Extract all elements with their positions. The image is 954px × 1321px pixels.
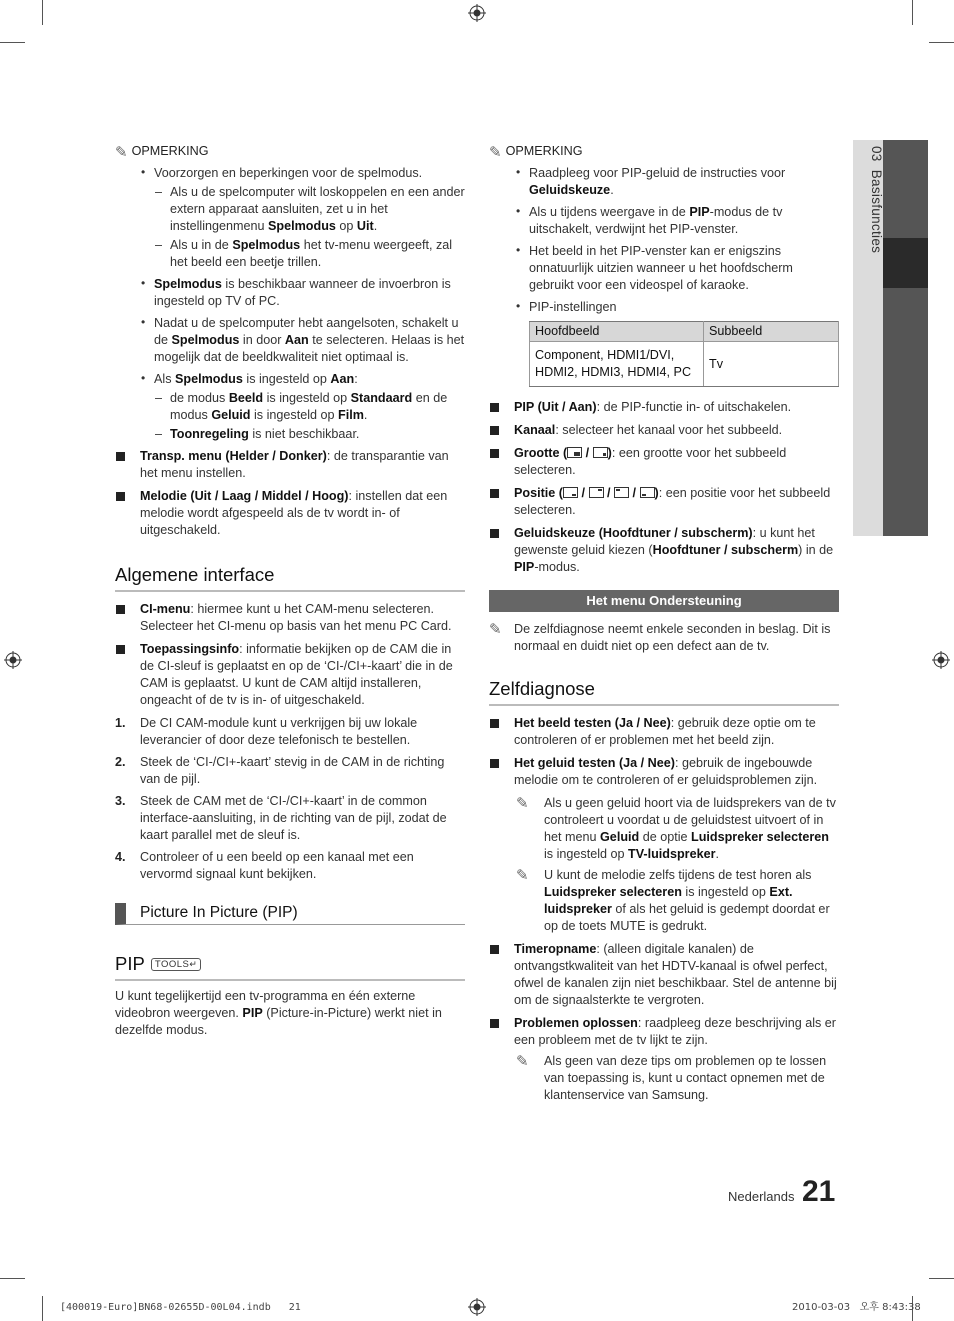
step-item [115,754,465,788]
tools-arrow-icon: ↵ [189,959,198,969]
chapter-title: Basisfuncties [869,169,884,254]
step-number: 4. [115,850,126,864]
menu-option-melody: Melodie (Uit / Laag / Middel / Hoog): instellen dat een melodie wordt afgespeeld als de tv wordt in- of uitgeschakeld. [115,488,465,539]
side-tab-label [868,146,885,253]
crop-mark [42,1296,43,1321]
step-number: 2. [115,755,126,769]
list-item: • PIP-instellingen [529,299,839,316]
note-list [489,165,839,316]
position-top-right-icon [589,487,604,498]
step-text: De CI CAM-module kunt u verkrijgen bij uw lokale leverancier of door deze telefonisch te bestellen. [140,716,418,747]
registration-mark-icon [4,651,22,669]
list-item: – Toonregeling is niet beschikbaar. [170,426,465,443]
note-label: OPMERKING [505,144,583,158]
menu-option-pip: PIP (Uit / Aan): de PIP-functie in- of uitschakelen. [489,399,839,416]
list-item: – Als u de spelcomputer wilt loskoppelen en een ander extern apparaat aansluiten, zet u in het instellingenmenu Spelmodus op Uit. [170,184,465,235]
list-item: • Nadat u de spelcomputer hebt aangelsoten, schakelt u de Spelmodus in door Aan te selecteren. Helaas is het mogelijk dat de beeldkwaliteit niet optimaal is. [154,315,465,366]
section-title-pip: Picture In Picture (PIP) [115,903,465,925]
steps-list [115,715,465,883]
step-item [115,715,465,749]
pip-title: PIP [115,953,145,974]
step-number: 1. [115,716,126,730]
table-header: Hoofdbeeld [530,322,704,342]
position-top-left-icon [614,487,629,498]
menu-option-transparency: Transp. menu (Helder / Donker): de transparantie van het menu instellen. [115,448,465,482]
list-item: • Als u tijdens weergave in de PIP-modus de tv uitschakelt, verdwijnt het PIP-venster. [529,204,839,238]
left-column [115,140,465,1039]
step-text: Controleer of u een beeld op een kanaal met een vervormd signaal kunt bekijken. [140,850,414,881]
tools-badge: TOOLS↵ [151,958,202,971]
registration-mark-icon [932,651,950,669]
step-item [115,849,465,883]
registration-mark-icon [468,4,486,22]
list-item: – de modus Beeld is ingesteld op Standaard en de modus Geluid is ingesteld op Film. [170,390,465,424]
menu-option-channel: Kanaal: selecteer het kanaal voor het subbeeld. [489,422,839,439]
menu-option-size: Grootte ( / ): een grootte voor het subbeeld selecteren. [489,445,839,479]
menu-option-position: Positie ( / / / ): een positie voor het subbeeld selecteren. [489,485,839,519]
sub-list [154,184,465,271]
page-number: 21 [802,1175,836,1208]
note-list [115,165,465,443]
list-item: – Als u in de Spelmodus het tv-menu weergeeft, zal het beeld een beetje trillen. [170,237,465,271]
pencil-note-icon: ✎ [489,620,502,638]
sub-list [154,390,465,443]
pip-description: U kunt tegelijkertijd een tv-programma en één externe videobron weergeven. PIP (Picture-in-Picture) werkt niet in dezelfde modus. [115,989,442,1037]
section-bar-support: Het menu Ondersteuning [489,590,839,612]
list-item: • Spelmodus is beschikbaar wanneer de invoerbron is ingesteld op TV of PC. [154,276,465,310]
menu-option-signal-info: Timeropname: (alleen digitale kanalen) de ontvangstkwaliteit van het HDTV-kanaal is ofwel perfect, ofwel de kanalen zijn niet beschikbaar. Stel de antenne bij om de signaalsterkte te vergroten. [489,941,839,1009]
note-label: OPMERKING [131,144,209,158]
footer-language: Nederlands [728,1189,795,1204]
list-item: • Raadpleeg voor PIP-geluid de instructies voor Geluidskeuze. [529,165,839,199]
menu-option-ci-menu: CI-menu: hiermee kunt u het CAM-menu selecteren. Selecteer het CI-menu op basis van het menu PC Card. [115,601,465,635]
step-item [115,793,465,844]
crop-mark [42,0,43,25]
section-title-algemene-interface: Algemene interface [115,564,465,592]
menu-option-sound-test: Het geluid testen (Ja / Nee): gebruik de ingebouwde melodie om te controleren of er geluidsproblemen zijn. [489,755,839,789]
print-datetime: 2010-03-03 오후 8:43:38 [792,1302,921,1313]
step-text: Steek de CAM met de ‘CI-/CI+-kaart’ in de common interface-aansluiting, in de richting van de pijl, zodat de kaart parallel met de sleuf is. [140,794,447,842]
crop-mark [0,42,25,43]
step-text: Steek de ‘CI-/CI+-kaart’ stevig in de CAM in de richting van de pijl. [140,755,445,786]
pip-settings-table [529,321,839,387]
pencil-note-icon: ✎ [516,794,529,812]
registration-mark-icon [468,1298,486,1316]
position-bottom-left-icon [640,487,655,498]
menu-option-troubleshooting: Problemen oplossen: raadpleeg deze beschrijving als er een probleem met de tv lijkt te zijn. [489,1015,839,1049]
pencil-note-icon: ✎ [516,1052,529,1070]
size-small-icon [593,447,608,458]
note-header [489,143,839,160]
list-item: • Als Spelmodus is ingesteld op Aan: – de modus Beeld is ingesteld op Standaard en de modus Geluid is ingesteld op Film. – Toonregeling is niet beschikbaar. [154,371,465,443]
sound-test-note: ✎ U kunt de melodie zelfs tijdens de test horen als Luidspreker selecteren is ingesteld op Ext. luidspreker of als het geluid is gedempt doordat er op de toets MUTE is gedrukt. [516,866,830,933]
note-text: Voorzorgen en beperkingen voor de spelmodus. [154,166,423,180]
menu-option-sound-select: Geluidskeuze (Hoofdtuner / subscherm): u kunt het gewenste geluid kiezen (Hoofdtuner / subscherm) in de PIP-modus. [489,525,839,576]
troubleshooting-note: ✎ Als geen van deze tips om problemen op te lossen van toepassing is, kunt u contact opnemen met de klantenservice van Samsung. [516,1052,827,1102]
note-header [115,143,465,160]
pencil-note-icon: ✎ [489,142,502,161]
crop-mark [929,1278,954,1279]
section-title-zelfdiagnose: Zelfdiagnose [489,678,839,706]
pencil-note-icon: ✎ [516,866,529,884]
side-tab-stripe [883,140,928,536]
crop-mark [0,1278,25,1279]
subsection-title-pip [115,953,465,981]
support-note: ✎ De zelfdiagnose neemt enkele seconden in beslag. Dit is normaal en duidt niet op een defect aan de tv. [489,620,831,653]
file-info: [400019-Euro]BN68-02655D-00L04.indb 21 [60,1302,301,1313]
table-header: Subbeeld [704,322,839,342]
position-bottom-right-icon [563,487,578,498]
crop-mark [929,42,954,43]
table-row [530,342,839,387]
side-tab-marker [883,238,928,288]
table-cell: Component, HDMI1/DVI, HDMI2, HDMI3, HDMI4, PC [530,342,704,387]
table-cell: Tv [704,342,839,387]
sound-test-note: ✎ Als u geen geluid hoort via de luidsprekers van de tv controleert u voordat u de geluidstest uitvoert of in het menu Geluid de optie Luidspreker selecteren is ingesteld op TV-luidspreker. [516,794,836,861]
crop-mark [912,0,913,25]
step-number: 3. [115,794,126,808]
right-column [489,140,839,1108]
list-item: • Het beeld in het PIP-venster kan er enigszins onnatuurlijk uitzien wanneer u het hoofdscherm gebruikt voor een videospel of karaoke. [529,243,839,294]
size-large-icon [567,447,582,458]
pencil-note-icon: ✎ [115,142,128,161]
menu-option-picture-test: Het beeld testen (Ja / Nee): gebruik deze optie om te controleren of er problemen met het beeld zijn. [489,715,839,749]
menu-option-application-info: Toepassingsinfo: informatie bekijken op de CAM die in de CI-sleuf is geplaatst en op de ‘CI-/CI+-kaart’ die in de CAM is geplaatst. U kunt de CAM altijd installeren, ongeacht of de tv is in- of uitgeschakeld. [115,641,465,709]
list-item [154,165,465,271]
chapter-number: 03 [869,146,884,162]
